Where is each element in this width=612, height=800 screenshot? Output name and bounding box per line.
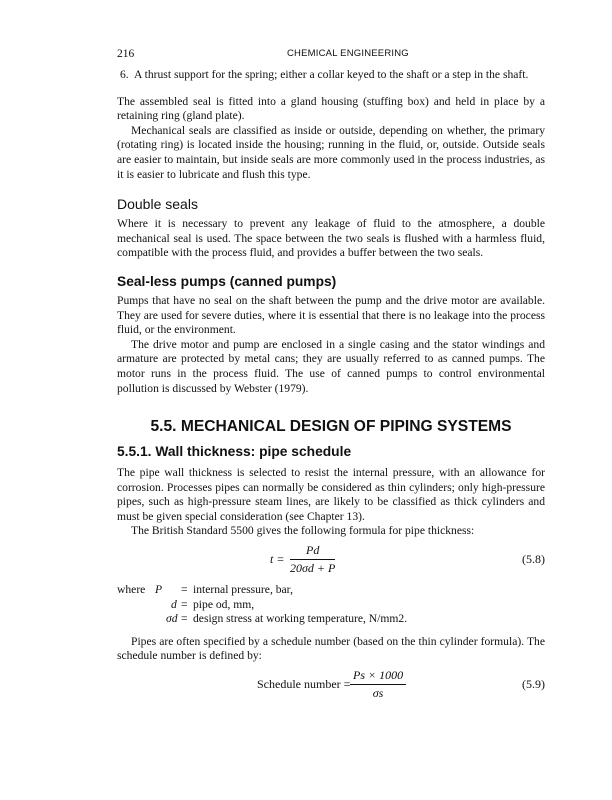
equation-5-9 (117, 668, 545, 702)
list-item-text: A thrust support for the spring; either a collar keyed to the shaft or a step in the shaft. (134, 68, 529, 81)
section-heading-double-seals: Double seals (117, 196, 198, 213)
section-heading-sealless-pumps: Seal-less pumps (canned pumps) (117, 273, 337, 289)
equation-fraction (290, 543, 335, 576)
paragraph: Pumps that have no seal on the shaft between the pump and the drive motor are available. They are used for severe duties, where it is essential that there is no leakage into the process fluid, or the environment. (117, 293, 545, 337)
definition-symbol: σd (166, 612, 178, 626)
definition-text: internal pressure, bar, (193, 583, 293, 597)
paragraph: Pipes are often specified by a schedule number (based on the thin cylinder formula). The schedule number is defined by: (117, 634, 545, 663)
list-item-number: 6. (120, 68, 129, 81)
equals-sign: = (181, 612, 188, 626)
definition-text: design stress at working temperature, N/mm2. (193, 612, 408, 626)
paragraph: Mechanical seals are classified as inside or outside, depending on whether, the primary (rotating ring) is located inside the housing; running in the fluid, or, outside. Outside seals are easier to maintain, but inside seals are more commonly used in the process industries, as it is easier to lubricate and flush this type. (117, 123, 545, 181)
equals-sign: = (181, 597, 188, 611)
definition-text: pipe od, mm, (193, 597, 255, 611)
equation-lhs: t = (270, 552, 285, 567)
subsection-title: 5.5.1. Wall thickness: pipe schedule (117, 444, 352, 460)
definition-symbol: P (155, 583, 163, 597)
definition-row (117, 612, 545, 627)
running-title: CHEMICAL ENGINEERING (287, 48, 409, 59)
variable-definitions (117, 583, 545, 627)
definition-row (117, 583, 545, 598)
equation-fraction (350, 668, 406, 701)
equation-denominator: 20σd + P (290, 561, 336, 576)
page-header (117, 48, 545, 64)
equation-numerator: Ps × 1000 (350, 668, 406, 685)
equation-numerator: Pd (290, 543, 335, 560)
definition-row (117, 598, 545, 613)
paragraph: The British Standard 5500 gives the following formula for pipe thickness: (131, 524, 475, 538)
page-number: 216 (117, 48, 135, 60)
equation-number: (5.8) (522, 552, 545, 567)
where-label: where (117, 583, 146, 597)
page (117, 48, 545, 708)
equals-sign: = (181, 583, 188, 597)
section-title: 5.5. MECHANICAL DESIGN OF PIPING SYSTEMS (150, 418, 512, 436)
equation-number: (5.9) (522, 677, 545, 692)
paragraph: The pipe wall thickness is selected to resist the internal pressure, with an allowance for corrosion. Processes pipes can normally be considered as thin cylinders; only high-pressure pipes, such as high-pressure steam lines, are likely to be classified as thick cylinders and must be given special consideration (see Chapter 13). (117, 466, 545, 523)
paragraph: The drive motor and pump are enclosed in a single casing and the stator windings and armature are protected by metal cans; they are usually referred to as canned pumps. The motor runs in the process fluid. The use of canned pumps to control environmental pollution is discussed by Webster (1979). (117, 337, 545, 395)
paragraph: Where it is necessary to prevent any leakage of fluid to the atmosphere, a double mechanical seal is used. The space between the two seals is flushed with a harmless fluid, compatible with the process fluid, and provides a buffer between the two seals. (117, 217, 545, 260)
equation-lhs: Schedule number = (257, 677, 351, 692)
equation-5-8 (117, 543, 545, 577)
definition-symbol: d (171, 597, 177, 611)
paragraph: The assembled seal is fitted into a gland housing (stuffing box) and held in place by a retaining ring (gland plate). (117, 94, 545, 123)
equation-denominator: σs (372, 686, 384, 701)
list-item (117, 68, 545, 83)
